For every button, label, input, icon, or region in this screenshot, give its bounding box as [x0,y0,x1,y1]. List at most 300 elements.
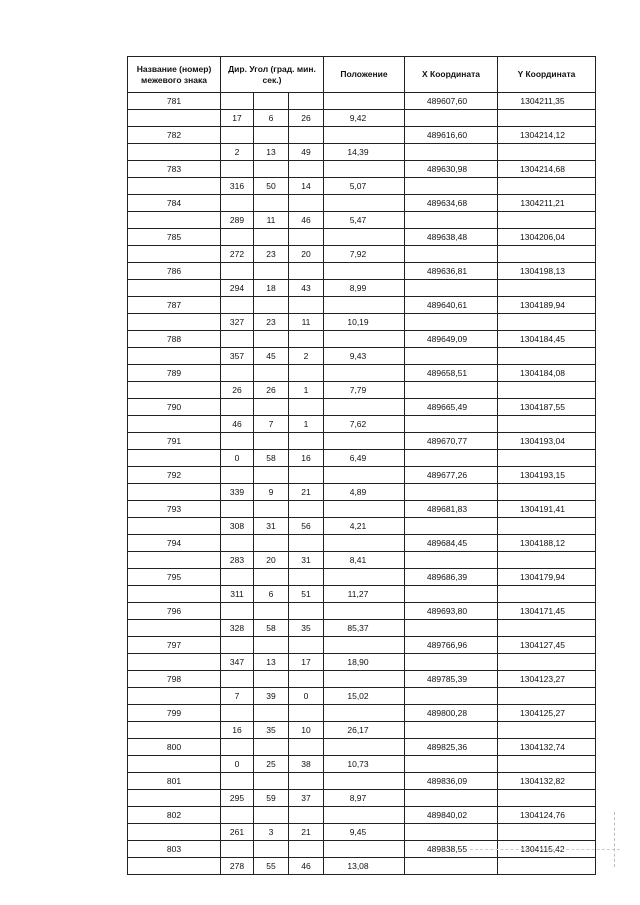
segment-distance: 7,79 [324,382,405,399]
angle-seconds: 0 [289,688,324,705]
y-coordinate: 1304132,82 [498,773,596,790]
segment-name-empty [128,586,221,603]
distance-empty [324,535,405,552]
angle-min-empty [254,671,289,688]
x-empty [405,552,498,569]
angle-degrees: 261 [221,824,254,841]
angle-minutes: 11 [254,212,289,229]
x-empty [405,790,498,807]
point-name: 798 [128,671,221,688]
angle-seconds: 26 [289,110,324,127]
angle-degrees: 295 [221,790,254,807]
x-empty [405,110,498,127]
angle-min-empty [254,433,289,450]
segment-name-empty [128,314,221,331]
x-empty [405,178,498,195]
segment-name-empty [128,756,221,773]
distance-empty [324,331,405,348]
header-point-name: Название (номер) межевого знака [128,57,221,93]
point-name: 800 [128,739,221,756]
x-empty [405,722,498,739]
angle-deg-empty [221,705,254,722]
angle-seconds: 2 [289,348,324,365]
x-coordinate: 489649,09 [405,331,498,348]
segment-name-empty [128,416,221,433]
angle-min-empty [254,841,289,858]
segment-name-empty [128,110,221,127]
y-empty [498,416,596,433]
table-row [128,280,596,297]
angle-deg-empty [221,467,254,484]
segment-distance: 6,49 [324,450,405,467]
angle-seconds: 1 [289,382,324,399]
y-coordinate: 1304214,68 [498,161,596,178]
point-name: 784 [128,195,221,212]
angle-seconds: 56 [289,518,324,535]
x-empty [405,688,498,705]
segment-name-empty [128,212,221,229]
distance-empty [324,501,405,518]
table-row [128,93,596,110]
angle-min-empty [254,603,289,620]
point-name: 795 [128,569,221,586]
segment-distance: 5,47 [324,212,405,229]
y-empty [498,518,596,535]
angle-minutes: 18 [254,280,289,297]
point-name: 789 [128,365,221,382]
segment-distance: 15,02 [324,688,405,705]
y-empty [498,144,596,161]
angle-degrees: 26 [221,382,254,399]
distance-empty [324,365,405,382]
x-coordinate: 489840,02 [405,807,498,824]
segment-name-empty [128,824,221,841]
segment-name-empty [128,484,221,501]
table-row [128,654,596,671]
distance-empty [324,467,405,484]
angle-min-empty [254,297,289,314]
y-coordinate: 1304188,12 [498,535,596,552]
segment-distance: 26,17 [324,722,405,739]
distance-empty [324,773,405,790]
y-empty [498,382,596,399]
y-empty [498,450,596,467]
angle-sec-empty [289,229,324,246]
x-coordinate: 489693,80 [405,603,498,620]
angle-sec-empty [289,467,324,484]
segment-name-empty [128,144,221,161]
point-name: 801 [128,773,221,790]
segment-distance: 7,92 [324,246,405,263]
angle-min-empty [254,569,289,586]
y-empty [498,586,596,603]
angle-sec-empty [289,365,324,382]
angle-minutes: 50 [254,178,289,195]
segment-distance: 14,39 [324,144,405,161]
x-empty [405,348,498,365]
point-name: 793 [128,501,221,518]
angle-seconds: 10 [289,722,324,739]
x-empty [405,484,498,501]
angle-degrees: 272 [221,246,254,263]
angle-min-empty [254,263,289,280]
y-empty [498,552,596,569]
x-empty [405,246,498,263]
angle-minutes: 58 [254,450,289,467]
angle-deg-empty [221,501,254,518]
segment-distance: 5,07 [324,178,405,195]
angle-minutes: 23 [254,246,289,263]
angle-seconds: 11 [289,314,324,331]
distance-empty [324,569,405,586]
x-coordinate: 489634,68 [405,195,498,212]
y-coordinate: 1304211,35 [498,93,596,110]
angle-deg-empty [221,229,254,246]
angle-minutes: 39 [254,688,289,705]
angle-deg-empty [221,671,254,688]
x-empty [405,586,498,603]
angle-seconds: 37 [289,790,324,807]
table-header-row [128,57,596,93]
table-row [128,127,596,144]
table-row [128,416,596,433]
angle-min-empty [254,501,289,518]
y-coordinate: 1304211,21 [498,195,596,212]
x-coordinate: 489638,48 [405,229,498,246]
point-name: 796 [128,603,221,620]
point-name: 791 [128,433,221,450]
angle-minutes: 25 [254,756,289,773]
angle-seconds: 17 [289,654,324,671]
segment-name-empty [128,654,221,671]
y-empty [498,212,596,229]
angle-degrees: 0 [221,756,254,773]
angle-degrees: 347 [221,654,254,671]
distance-empty [324,195,405,212]
y-coordinate: 1304179,94 [498,569,596,586]
distance-empty [324,93,405,110]
x-empty [405,382,498,399]
segment-distance: 9,45 [324,824,405,841]
segment-name-empty [128,688,221,705]
segment-distance: 13,08 [324,858,405,875]
point-name: 794 [128,535,221,552]
angle-sec-empty [289,195,324,212]
angle-sec-empty [289,297,324,314]
x-empty [405,314,498,331]
table-row [128,586,596,603]
angle-seconds: 38 [289,756,324,773]
angle-degrees: 7 [221,688,254,705]
segment-name-empty [128,348,221,365]
angle-degrees: 278 [221,858,254,875]
angle-deg-empty [221,569,254,586]
angle-seconds: 21 [289,824,324,841]
angle-sec-empty [289,263,324,280]
table-row [128,365,596,382]
table-row [128,433,596,450]
table-row [128,450,596,467]
y-coordinate: 1304187,55 [498,399,596,416]
x-coordinate: 489825,36 [405,739,498,756]
angle-minutes: 13 [254,654,289,671]
y-coordinate: 1304193,15 [498,467,596,484]
segment-name-empty [128,450,221,467]
boundary-coordinates-table [127,56,596,875]
table-row [128,552,596,569]
angle-min-empty [254,93,289,110]
y-empty [498,620,596,637]
table-row [128,824,596,841]
angle-degrees: 17 [221,110,254,127]
angle-seconds: 20 [289,246,324,263]
point-name: 782 [128,127,221,144]
segment-distance: 9,42 [324,110,405,127]
segment-name-empty [128,518,221,535]
angle-degrees: 2 [221,144,254,161]
angle-degrees: 289 [221,212,254,229]
segment-name-empty [128,620,221,637]
segment-name-empty [128,246,221,263]
y-coordinate: 1304198,13 [498,263,596,280]
segment-distance: 11,27 [324,586,405,603]
angle-min-empty [254,739,289,756]
y-empty [498,688,596,705]
table-row [128,348,596,365]
point-name: 803 [128,841,221,858]
distance-empty [324,739,405,756]
angle-minutes: 23 [254,314,289,331]
distance-empty [324,263,405,280]
segment-distance: 10,19 [324,314,405,331]
x-coordinate: 489800,28 [405,705,498,722]
angle-sec-empty [289,603,324,620]
point-name: 797 [128,637,221,654]
angle-minutes: 13 [254,144,289,161]
table-row [128,399,596,416]
y-empty [498,790,596,807]
angle-sec-empty [289,433,324,450]
table-row [128,603,596,620]
segment-distance: 7,62 [324,416,405,433]
header-x-coordinate: X Координата [405,57,498,93]
angle-sec-empty [289,93,324,110]
segment-distance: 4,21 [324,518,405,535]
x-coordinate: 489681,83 [405,501,498,518]
angle-min-empty [254,127,289,144]
segment-distance: 8,41 [324,552,405,569]
angle-min-empty [254,161,289,178]
table-row [128,246,596,263]
table-row [128,790,596,807]
table-row [128,620,596,637]
angle-deg-empty [221,603,254,620]
x-empty [405,756,498,773]
angle-deg-empty [221,161,254,178]
angle-seconds: 16 [289,450,324,467]
table-row [128,467,596,484]
y-coordinate: 1304189,94 [498,297,596,314]
table-row [128,161,596,178]
angle-seconds: 43 [289,280,324,297]
x-coordinate: 489670,77 [405,433,498,450]
angle-sec-empty [289,535,324,552]
angle-seconds: 35 [289,620,324,637]
y-empty [498,246,596,263]
segment-name-empty [128,552,221,569]
angle-sec-empty [289,807,324,824]
table-row [128,484,596,501]
angle-deg-empty [221,399,254,416]
table-row [128,637,596,654]
angle-deg-empty [221,195,254,212]
angle-minutes: 6 [254,110,289,127]
segment-distance: 18,90 [324,654,405,671]
angle-sec-empty [289,331,324,348]
table-row [128,144,596,161]
y-empty [498,722,596,739]
x-coordinate: 489684,45 [405,535,498,552]
y-empty [498,110,596,127]
point-name: 785 [128,229,221,246]
x-coordinate: 489677,26 [405,467,498,484]
x-coordinate: 489785,39 [405,671,498,688]
y-coordinate: 1304191,41 [498,501,596,518]
table-row [128,739,596,756]
y-empty [498,484,596,501]
y-coordinate: 1304124,76 [498,807,596,824]
table-row [128,518,596,535]
angle-min-empty [254,467,289,484]
x-coordinate: 489636,81 [405,263,498,280]
angle-minutes: 58 [254,620,289,637]
page-edge-mark [604,812,615,867]
point-name: 792 [128,467,221,484]
table-row [128,229,596,246]
angle-sec-empty [289,671,324,688]
x-coordinate: 489630,98 [405,161,498,178]
segment-distance: 4,89 [324,484,405,501]
distance-empty [324,671,405,688]
angle-seconds: 46 [289,858,324,875]
y-coordinate: 1304115,42 [498,841,596,858]
segment-distance: 10,73 [324,756,405,773]
header-y-coordinate: Y Координата [498,57,596,93]
x-empty [405,620,498,637]
y-coordinate: 1304193,04 [498,433,596,450]
table-row [128,807,596,824]
angle-minutes: 20 [254,552,289,569]
y-empty [498,280,596,297]
angle-sec-empty [289,399,324,416]
angle-min-empty [254,705,289,722]
x-empty [405,144,498,161]
y-coordinate: 1304132,74 [498,739,596,756]
header-dir-angle: Дир. Угол (град. мин. сек.) [221,57,324,93]
table-row [128,722,596,739]
y-empty [498,824,596,841]
point-name: 802 [128,807,221,824]
y-empty [498,314,596,331]
angle-minutes: 31 [254,518,289,535]
table-row [128,297,596,314]
angle-min-empty [254,195,289,212]
angle-deg-empty [221,331,254,348]
angle-sec-empty [289,569,324,586]
y-coordinate: 1304127,45 [498,637,596,654]
x-coordinate: 489665,49 [405,399,498,416]
distance-empty [324,127,405,144]
segment-name-empty [128,280,221,297]
x-coordinate: 489836,09 [405,773,498,790]
point-name: 788 [128,331,221,348]
table-row [128,195,596,212]
angle-degrees: 357 [221,348,254,365]
angle-sec-empty [289,127,324,144]
x-empty [405,212,498,229]
angle-seconds: 31 [289,552,324,569]
x-empty [405,416,498,433]
angle-min-empty [254,331,289,348]
segment-name-empty [128,858,221,875]
segment-name-empty [128,178,221,195]
x-coordinate: 489640,61 [405,297,498,314]
segment-distance: 85,37 [324,620,405,637]
angle-seconds: 1 [289,416,324,433]
angle-deg-empty [221,263,254,280]
angle-sec-empty [289,501,324,518]
table-row [128,263,596,280]
segment-distance: 8,99 [324,280,405,297]
header-distance: Положение [324,57,405,93]
x-coordinate: 489686,39 [405,569,498,586]
x-coordinate: 489658,51 [405,365,498,382]
angle-deg-empty [221,841,254,858]
x-empty [405,824,498,841]
table-row [128,212,596,229]
angle-sec-empty [289,739,324,756]
angle-min-empty [254,773,289,790]
angle-deg-empty [221,773,254,790]
angle-deg-empty [221,739,254,756]
distance-empty [324,841,405,858]
table-row [128,535,596,552]
angle-minutes: 3 [254,824,289,841]
angle-minutes: 7 [254,416,289,433]
table-row [128,773,596,790]
segment-name-empty [128,382,221,399]
scanner-edge-mark [470,849,620,870]
distance-empty [324,433,405,450]
angle-deg-empty [221,807,254,824]
angle-minutes: 9 [254,484,289,501]
distance-empty [324,637,405,654]
angle-sec-empty [289,705,324,722]
angle-degrees: 283 [221,552,254,569]
angle-minutes: 6 [254,586,289,603]
angle-deg-empty [221,433,254,450]
x-coordinate: 489838,55 [405,841,498,858]
angle-deg-empty [221,535,254,552]
angle-sec-empty [289,841,324,858]
segment-name-empty [128,722,221,739]
angle-minutes: 59 [254,790,289,807]
angle-min-empty [254,637,289,654]
distance-empty [324,603,405,620]
x-coordinate: 489766,96 [405,637,498,654]
angle-degrees: 311 [221,586,254,603]
angle-degrees: 294 [221,280,254,297]
